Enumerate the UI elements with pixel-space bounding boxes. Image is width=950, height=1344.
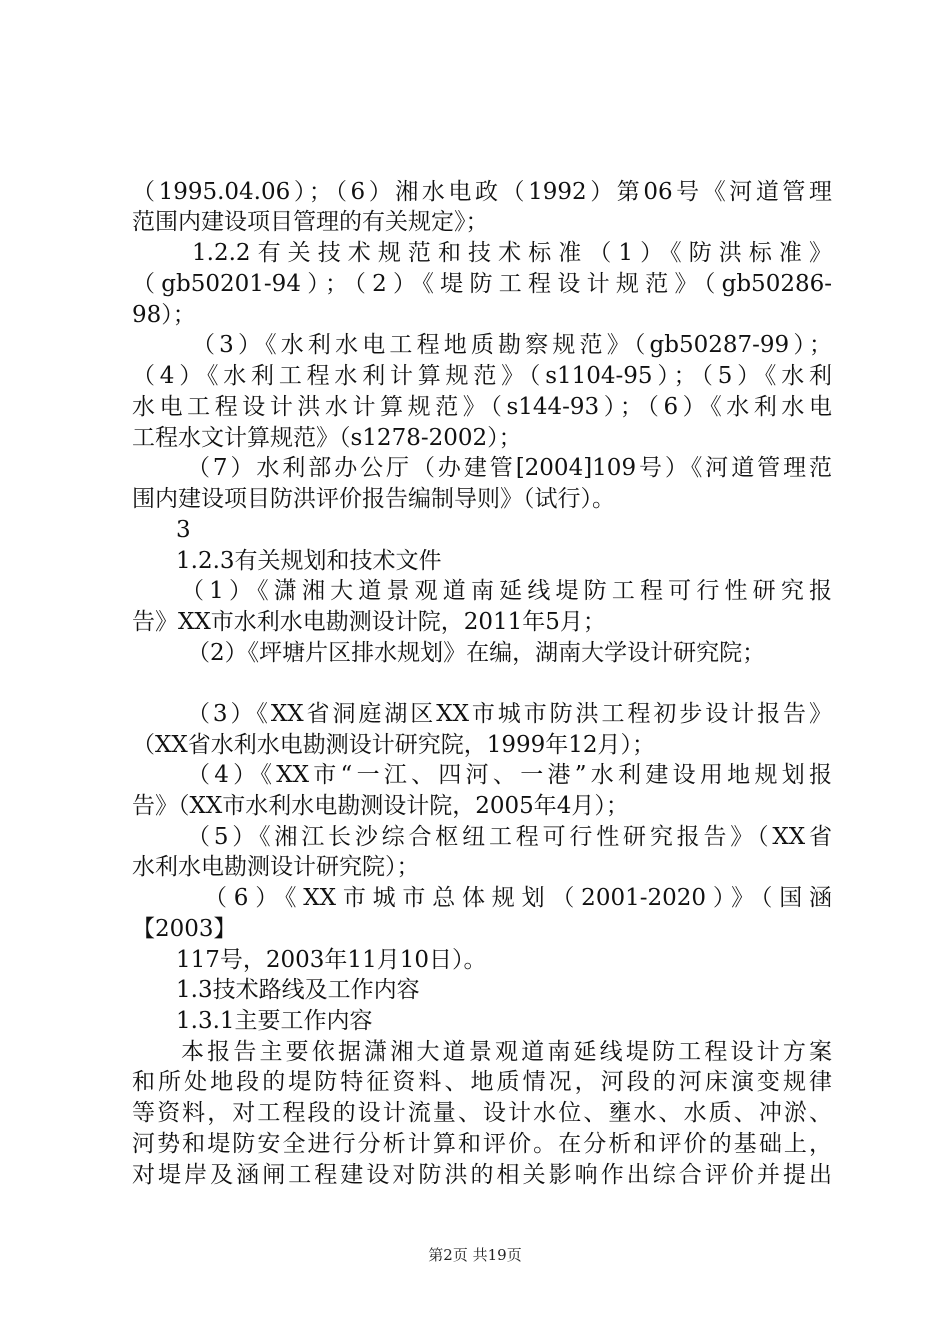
text-line: 1.2.2有关技术规范和技术标准（1）《防洪标准》 [192, 240, 832, 266]
text-line: 117号，2003年11月10日）。 [176, 947, 487, 973]
text-line: 水电工程设计洪水计算规范》（s144-93）；（6）《水利水电 [132, 394, 832, 420]
text-line: 对堤岸及涵闸工程建设对防洪的相关影响作出综合评价并提出 [132, 1162, 832, 1188]
text-line: 告》（XX市水利水电勘测设计院，2005年4月）； [132, 793, 629, 819]
text-line: 1.2.3有关规划和技术文件 [176, 548, 442, 574]
text-line: 和所处地段的堤防特征资料、地质情况，河段的河床演变规律 [132, 1069, 832, 1095]
page-footer: 第2页 共19页 [428, 1246, 522, 1264]
text-line: 等资料，对工程段的设计流量、设计水位、壅水、水质、冲淤、 [132, 1100, 832, 1126]
text-line: 范围内建设项目管理的有关规定》； [132, 209, 489, 235]
text-line: （7）水利部办公厅（办建管[2004]109号）《河道管理范 [187, 455, 832, 481]
text-line: （2）《坪塘片区排水规划》在编，湖南大学设计研究院； [187, 640, 766, 666]
text-line: 本报告主要依据潇湘大道景观道南延线堤防工程设计方案 [181, 1039, 832, 1065]
text-line: 3 [176, 517, 191, 543]
text-line: 98）； [132, 302, 196, 328]
text-line: 告》XX市水利水电勘测设计院，2011年5月； [132, 609, 606, 635]
text-line: （6）《XX市城市总体规划（2001-2020）》（国涵 [204, 885, 832, 911]
text-line: （gb50201-94）；（2）《堤防工程设计规范》（gb50286- [132, 271, 832, 297]
text-line: 围内建设项目防洪评价报告编制导则》（试行）。 [132, 486, 615, 512]
text-line: 1.3技术路线及工作内容 [176, 977, 420, 1003]
text-line: （1995.04.06）；（6）湘水电政（1992）第06号《河道管理 [132, 179, 832, 205]
text-line: （XX省水利水电勘测设计研究院，1999年12月）； [132, 732, 656, 758]
text-line: （1）《潇湘大道景观道南延线堤防工程可行性研究报 [181, 578, 832, 604]
text-line: （4）《XX市“一江、四河、一港”水利建设用地规划报 [187, 762, 832, 788]
text-line: 【2003】 [132, 916, 237, 942]
text-line: （3）《水利水电工程地质勘察规范》（gb50287-99）； [192, 332, 832, 358]
text-line: （5）《湘江长沙综合枢纽工程可行性研究报告》（XX省 [187, 824, 832, 850]
text-line: （3）《XX省洞庭湖区XX市城市防洪工程初步设计报告》 [187, 701, 832, 727]
text-line: 河势和堤防安全进行分析计算和评价。在分析和评价的基础上， [132, 1131, 832, 1157]
text-line: 水利水电勘测设计研究院）； [132, 854, 420, 880]
text-line: （4）《水利工程水利计算规范》（s1104-95）；（5）《水利 [132, 363, 832, 389]
text-line: 工程水文计算规范》（s1278-2002）； [132, 425, 522, 451]
text-line: 1.3.1主要工作内容 [176, 1008, 373, 1034]
